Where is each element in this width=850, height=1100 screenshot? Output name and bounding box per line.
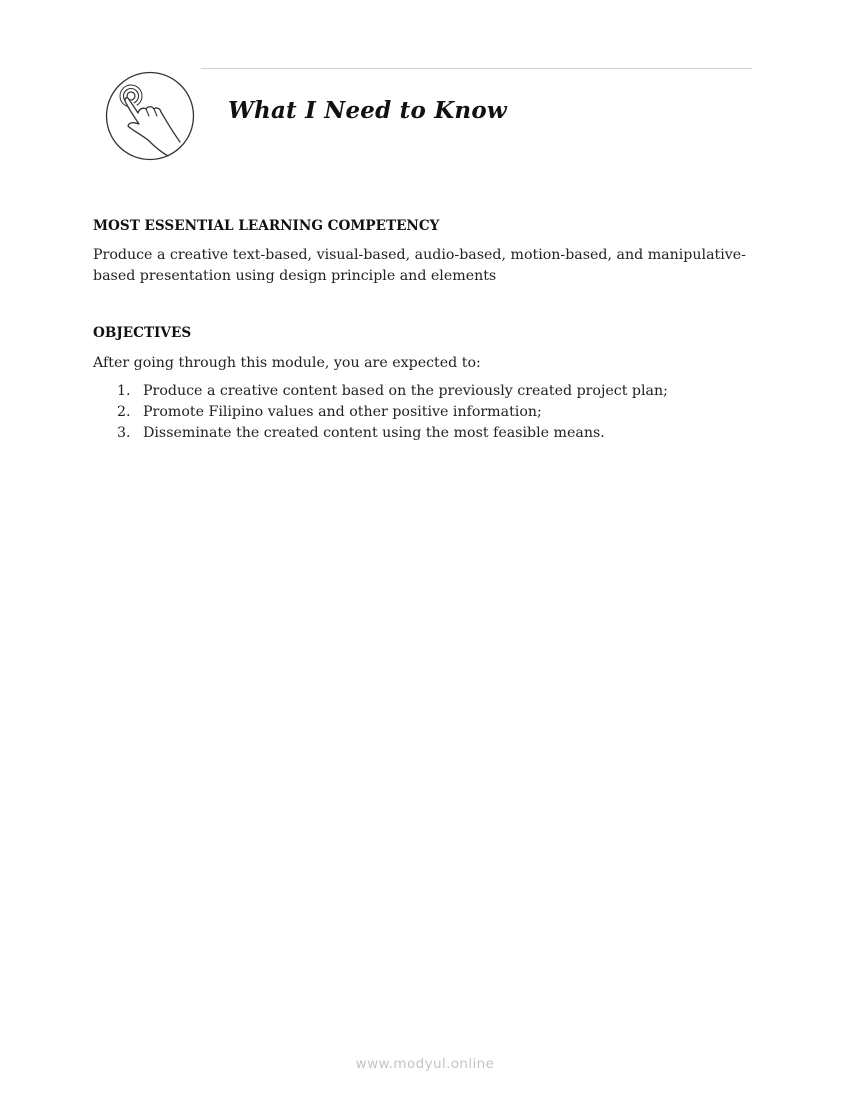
objective-item — [93, 381, 773, 402]
objective-number: 2. — [117, 404, 131, 420]
objective-item — [93, 402, 773, 423]
header-divider — [201, 68, 752, 69]
objectives-list — [93, 381, 773, 444]
objective-item — [93, 423, 773, 444]
objectives-intro: After going through this module, you are expected to: — [93, 355, 481, 371]
objectives-heading: OBJECTIVES — [93, 325, 192, 341]
objective-text: Produce a creative content based on the previously created project plan; — [143, 383, 668, 399]
competency-heading: MOST ESSENTIAL LEARNING COMPETENCY — [93, 218, 440, 234]
objective-text: Promote Filipino values and other positive information; — [143, 404, 542, 420]
objective-text: Disseminate the created content using the most feasible means. — [143, 425, 605, 441]
hand-pointer-icon — [104, 70, 196, 162]
objective-number: 3. — [117, 425, 131, 441]
objective-number: 1. — [117, 383, 131, 399]
watermark: www.modyul.online — [355, 1056, 495, 1072]
section-title: What I Need to Know — [228, 97, 507, 124]
competency-text: Produce a creative text-based, visual-based, audio-based, motion-based, and manipulative-based presentation using design principle and elements — [93, 247, 746, 284]
